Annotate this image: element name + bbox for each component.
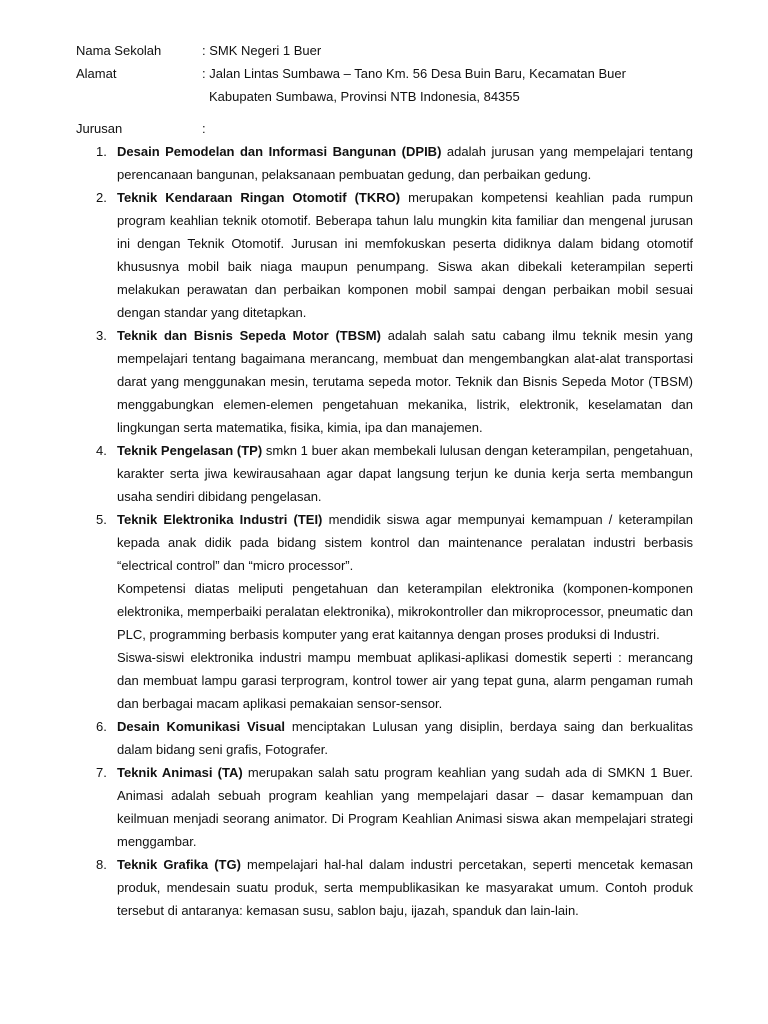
school-name-label: Nama Sekolah bbox=[76, 43, 162, 58]
major-description: mendidik siswa agar mempunyai kemampuan / keterampilan kepada anak didik pada bidang sistem kontrol dan maintenance peralatan industri berbasis “electrical control” dan “micro processor”. bbox=[117, 512, 694, 573]
major-item bbox=[76, 853, 693, 922]
major-number: 2. bbox=[96, 190, 107, 205]
major-paragraph bbox=[117, 324, 693, 439]
address-label: Alamat bbox=[76, 66, 117, 81]
major-item bbox=[76, 761, 693, 853]
major-paragraph bbox=[117, 646, 693, 715]
jurusan-label: Jurusan bbox=[76, 121, 123, 136]
major-number: 8. bbox=[96, 857, 107, 872]
major-description: merupakan salah satu program keahlian yang sudah ada di SMKN 1 Buer. Animasi adalah sebuah program keahlian yang mempelajari dasar – dasar kemampuan dan keilmuan menjadi seorang animator. Di Program Keahlian Animasi siswa akan mempelajari strategi menggambar. bbox=[117, 765, 693, 849]
address-line-1: : Jalan Lintas Sumbawa – Tano Km. 56 Desa Buin Baru, Kecamatan Buer bbox=[202, 66, 626, 81]
major-item bbox=[76, 186, 693, 324]
major-paragraph bbox=[117, 715, 693, 761]
major-description: Kompetensi diatas meliputi pengetahuan dan keterampilan elektronika (komponen-komponen elektronika, memperbaiki peralatan elektronika), mikrokontroller dan mikroprocessor, pneumatic dan PLC, programming berbasis komputer yang erat kaitannya dengan proses produksi di Industri. bbox=[117, 581, 693, 642]
major-name: Teknik Elektronika Industri (TEI) bbox=[117, 512, 323, 527]
major-description: Siswa-siswi elektronika industri mampu membuat aplikasi-aplikasi domestik seperti : merancang dan membuat lampu garasi terprogram, kontrol tower air yang tepat guna, alarm pengaman rumah dan berbagai macam aplikasi pemakaian sensor-sensor. bbox=[117, 650, 693, 711]
major-name: Teknik Kendaraan Ringan Otomotif (TKRO) bbox=[117, 190, 401, 205]
major-number: 3. bbox=[96, 328, 107, 343]
jurusan-colon: : bbox=[202, 121, 206, 136]
major-paragraph bbox=[117, 439, 693, 508]
major-description: adalah jurusan yang mempelajari tentang perencanaan bangunan, pelaksanaan pembuatan gedung, dan perbaikan gedung. bbox=[117, 144, 693, 182]
major-description: mempelajari hal-hal dalam industri percetakan, seperti mencetak kemasan produk, mendesain suatu produk, serta mempublikasikan ke masyarakat umum. Contoh produk tersebut di antaranya: kemasan susu, sablon baju, ijazah, spanduk dan lain-lain. bbox=[117, 857, 693, 918]
major-number: 5. bbox=[96, 512, 107, 527]
majors-list bbox=[76, 140, 693, 922]
major-number: 6. bbox=[96, 719, 107, 734]
major-name: Teknik dan Bisnis Sepeda Motor (TBSM) bbox=[117, 328, 381, 343]
major-description: smkn 1 buer akan membekali lulusan dengan keterampilan, pengetahuan, karakter serta jiwa kewirausahaan agar dapat langsung terjun ke dunia kerja serta membangun usaha sendiri dibidang pengelasan. bbox=[117, 443, 693, 504]
major-item bbox=[76, 324, 693, 439]
major-item bbox=[76, 439, 693, 508]
major-name: Desain Komunikasi Visual bbox=[117, 719, 286, 734]
major-paragraph bbox=[117, 761, 693, 853]
major-description: menciptakan Lulusan yang disiplin, berdaya saing dan berkualitas dalam bidang seni grafis, Fotografer. bbox=[117, 719, 693, 757]
major-paragraph bbox=[117, 853, 693, 922]
major-paragraph bbox=[117, 140, 693, 186]
major-name: Teknik Pengelasan (TP) bbox=[117, 443, 263, 458]
major-number: 1. bbox=[96, 144, 107, 159]
major-number: 7. bbox=[96, 765, 107, 780]
major-description: adalah salah satu cabang ilmu teknik mesin yang mempelajari tentang bagaimana merancang, membuat dan mengembangkan alat-alat transportasi darat yang menggunakan mesin, terutama sepeda motor. Teknik dan Bisnis Sepeda Motor (TBSM) menggabungkan elemen-elemen pengetahuan mekanika, listrik, elektronik, keselamatan dan lingkungan serta matematika, fisika, kimia, ipa dan manajemen. bbox=[117, 328, 693, 435]
major-name: Teknik Animasi (TA) bbox=[117, 765, 243, 780]
major-name: Teknik Grafika (TG) bbox=[117, 857, 241, 872]
major-item bbox=[76, 140, 693, 186]
major-item bbox=[76, 508, 693, 715]
major-number: 4. bbox=[96, 443, 107, 458]
address-line-2: Kabupaten Sumbawa, Provinsi NTB Indonesia, 84355 bbox=[209, 89, 520, 104]
major-paragraph bbox=[117, 186, 693, 324]
major-description: merupakan kompetensi keahlian pada rumpun program keahlian teknik otomotif. Beberapa tahun lalu mungkin kita familiar dan mengenal jurusan ini dengan Teknik Otomotif. Jurusan ini memfokuskan peserta didiknya dalam bidang otomotif khususnya mobil baik niaga maupun penumpang. Siswa akan dibekali keterampilan seperti melakukan perawatan dan perbaikan komponen mobil sampai dengan perbaikan mobil sesuai dengan standar yang ditetapkan. bbox=[117, 190, 693, 320]
major-paragraph bbox=[117, 508, 693, 577]
major-paragraph bbox=[117, 577, 693, 646]
major-name: Desain Pemodelan dan Informasi Bangunan (DPIB) bbox=[117, 144, 442, 159]
major-item bbox=[76, 715, 693, 761]
school-name-value: : SMK Negeri 1 Buer bbox=[202, 43, 322, 58]
